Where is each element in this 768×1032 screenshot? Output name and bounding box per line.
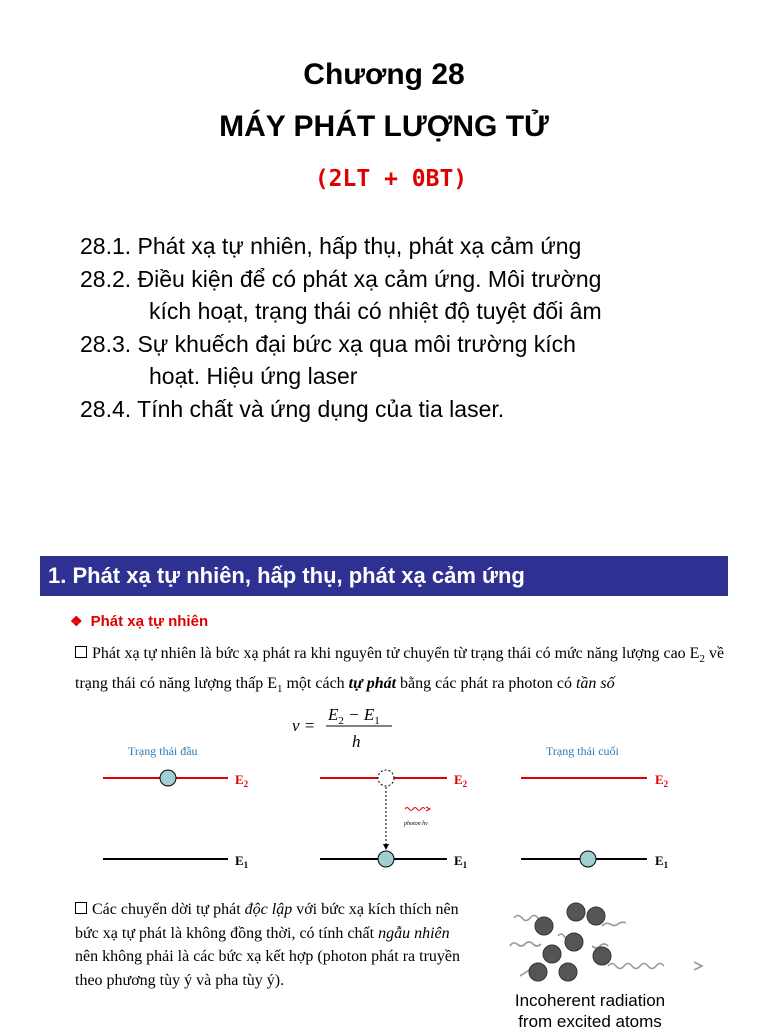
atom-icon bbox=[587, 907, 605, 925]
photon-wave-icon bbox=[405, 808, 425, 811]
toc-item bbox=[80, 393, 740, 426]
chapter-name: MÁY PHÁT LƯỢNG TỬ bbox=[219, 110, 549, 143]
formula-numerator: $E_2 - E_1$ bbox=[328, 705, 380, 727]
emphasis-text: độc lập bbox=[244, 901, 293, 918]
initial-state-label: Trạng thái đầu bbox=[128, 744, 198, 758]
para-text: Phát xạ tự nhiên là bức xạ phát ra khi nguyên tử chuyển từ trạng thái có mức năng lượng cao E bbox=[92, 645, 700, 662]
emphasis-text: tự phát bbox=[348, 674, 397, 692]
paragraph-spontaneous-emission bbox=[75, 642, 737, 701]
bullet-heading-text: Phát xạ tự nhiên bbox=[90, 613, 209, 630]
toc-number: 28.2. bbox=[80, 265, 132, 292]
checkbox-bullet-icon bbox=[75, 902, 87, 914]
atom-icon bbox=[567, 903, 585, 921]
empty-atom-position-icon bbox=[378, 770, 394, 786]
level-e2-label: $E_2$ bbox=[655, 772, 669, 789]
atom-icon bbox=[543, 945, 561, 963]
para-text: bằng các phát ra photon có bbox=[396, 674, 576, 692]
para-text: nên không phải là các bức xạ kết hợp (photon phát ra truyền theo phương tùy ý và pha tùy ý). bbox=[75, 948, 461, 989]
formula-lhs: ν = bbox=[292, 716, 316, 735]
toc-item bbox=[80, 328, 740, 361]
incoherent-radiation-illustration bbox=[498, 896, 718, 992]
level-e2-label: $E_2$ bbox=[454, 772, 468, 789]
atom-icon bbox=[378, 851, 394, 867]
para-text: Các chuyển dời tự phát bbox=[92, 901, 245, 918]
emphasis-text: ngẫu nhiên bbox=[378, 924, 450, 942]
toc-number: 28.4. bbox=[80, 395, 132, 422]
emphasis-text: tần số bbox=[575, 674, 615, 692]
toc-text: Phát xạ tự nhiên, hấp thụ, phát xạ cảm ứng bbox=[137, 233, 582, 259]
bullet-heading bbox=[70, 613, 208, 630]
atom-icon bbox=[529, 963, 547, 981]
atom-icon bbox=[559, 963, 577, 981]
toc-text: Sự khuếch đại bức xạ qua môi trường kích bbox=[137, 330, 576, 357]
paragraph-incoherence bbox=[75, 898, 470, 992]
para-text: một cách bbox=[282, 674, 349, 692]
toc-text: Điều kiện để có phát xạ cảm ứng. Môi trường bbox=[137, 265, 602, 292]
formula-denominator: h bbox=[352, 732, 361, 751]
atom-icon bbox=[565, 933, 583, 951]
level-e1-label: $E_1$ bbox=[235, 853, 249, 870]
energy-level-diagram bbox=[0, 736, 768, 876]
toc-item bbox=[80, 230, 740, 263]
section-banner: 1. Phát xạ tự nhiên, hấp thụ, phát xạ cảm ứng bbox=[40, 556, 728, 596]
level-e2-label: $E_2$ bbox=[235, 772, 249, 789]
atom-icon bbox=[580, 851, 596, 867]
para-text: với bức xạ kích thích nên bức xạ tự phát là không đồng thời, có tính chất bbox=[75, 901, 459, 942]
subscript: 2 bbox=[699, 653, 705, 666]
atom-icon bbox=[160, 770, 176, 786]
toc-number: 28.1. bbox=[80, 233, 132, 259]
illustration-caption bbox=[486, 990, 694, 1032]
atom-icon bbox=[535, 917, 553, 935]
toc-number: 28.3. bbox=[80, 330, 132, 357]
chapter-title: Chương 28 bbox=[303, 58, 465, 91]
photon-label: photon hν bbox=[404, 821, 428, 827]
final-state-label: Trạng thái cuối bbox=[546, 744, 619, 758]
toc-text: Tính chất và ứng dụng của tia laser. bbox=[137, 395, 505, 422]
checkbox-bullet-icon bbox=[75, 646, 87, 658]
photon-arrow-icon bbox=[426, 807, 430, 811]
para-text: về trạng thái có năng lượng thấp E bbox=[75, 645, 725, 692]
caption-line: Incoherent radiation bbox=[514, 991, 666, 1010]
diamond-bullet-icon: ❖ bbox=[70, 613, 83, 629]
toc-item bbox=[80, 263, 740, 296]
toc-continuation: kích hoạt, trạng thái có nhiệt độ tuyệt đối âm bbox=[149, 298, 602, 324]
table-of-contents bbox=[80, 230, 740, 425]
caption-line: from excited atoms bbox=[518, 1012, 662, 1031]
level-e1-label: $E_1$ bbox=[454, 853, 468, 870]
atom-icon bbox=[593, 947, 611, 965]
toc-continuation: hoạt. Hiệu ứng laser bbox=[149, 363, 358, 389]
level-e1-label: $E_1$ bbox=[655, 853, 669, 870]
credits-label: (2LT + 0BT) bbox=[314, 166, 468, 192]
subscript: 1 bbox=[276, 682, 283, 695]
